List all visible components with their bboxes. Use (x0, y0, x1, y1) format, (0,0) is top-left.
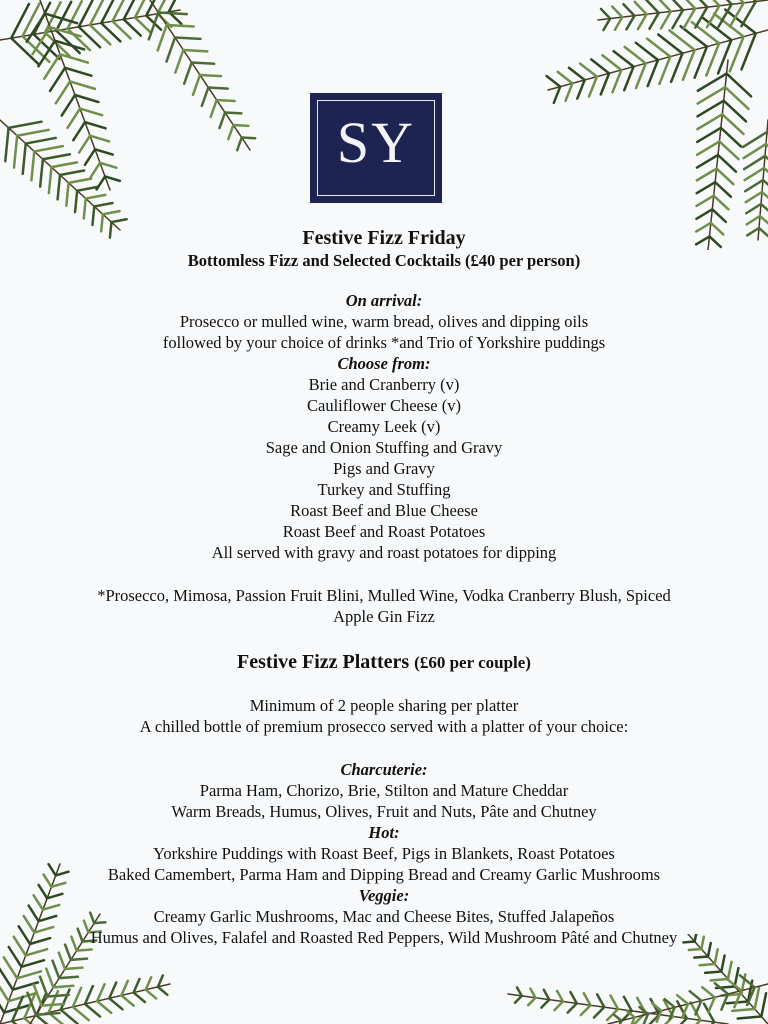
menu-item: Sage and Onion Stuffing and Gravy (265, 438, 503, 457)
menu-item: Roast Beef and Roast Potatoes (282, 522, 486, 541)
section-heading: Charcuterie: (340, 760, 428, 779)
menu-note: All served with gravy and roast potatoes for dipping (211, 543, 557, 562)
palm-leaves-top-left (0, 0, 280, 240)
section-line: Baked Camembert, Parma Ham and Dipping Bread and Creamy Garlic Mushrooms (107, 865, 661, 884)
footnote-line: Apple Gin Fizz (333, 607, 435, 626)
menu-item: Turkey and Stuffing (317, 480, 451, 499)
platters-intro: A chilled bottle of premium prosecco served with a platter of your choice: (139, 717, 629, 736)
section-line: Yorkshire Puddings with Roast Beef, Pigs in Blankets, Roast Potatoes (153, 844, 615, 863)
arrival-heading: On arrival: (345, 291, 423, 310)
menu-item: Pigs and Gravy (333, 459, 435, 478)
menu-item: Cauliflower Cheese (v) (307, 396, 461, 415)
choose-heading: Choose from: (337, 354, 431, 373)
section-line: Creamy Garlic Mushrooms, Mac and Cheese Bites, Stuffed Jalapeños (153, 907, 615, 926)
friday-subtitle: Bottomless Fizz and Selected Cocktails (£40 per person) (187, 251, 581, 270)
menu-item: Brie and Cranberry (v) (308, 375, 460, 394)
section-line: Parma Ham, Chorizo, Brie, Stilton and Mature Cheddar (199, 781, 569, 800)
logo-text: SY (336, 110, 416, 175)
platters-title-row (0, 649, 768, 676)
menu-item: Roast Beef and Blue Cheese (290, 501, 478, 520)
footnote-line: *Prosecco, Mimosa, Passion Fruit Blini, Mulled Wine, Vodka Cranberry Blush, Spiced (97, 586, 671, 605)
arrival-line: followed by your choice of drinks *and Trio of Yorkshire puddings (162, 333, 606, 352)
arrival-line: Prosecco or mulled wine, warm bread, olives and dipping oils (179, 312, 589, 331)
menu-content (0, 226, 768, 948)
section-heading: Veggie: (358, 886, 410, 905)
friday-title: Festive Fizz Friday (302, 227, 466, 249)
platters-intro: Minimum of 2 people sharing per platter (249, 696, 519, 715)
sy-logo (310, 93, 442, 203)
section-line: Warm Breads, Humus, Olives, Fruit and Nuts, Pâte and Chutney (171, 802, 597, 821)
menu-item: Creamy Leek (v) (327, 417, 441, 436)
palm-leaves-top-right (468, 0, 768, 250)
platters-price: (£60 per couple) (414, 653, 531, 672)
section-heading: Hot: (368, 823, 400, 842)
section-line: Humus and Olives, Falafel and Roasted Red Peppers, Wild Mushroom Pâté and Chutney (90, 928, 678, 947)
platters-title: Festive Fizz Platters (237, 651, 410, 673)
